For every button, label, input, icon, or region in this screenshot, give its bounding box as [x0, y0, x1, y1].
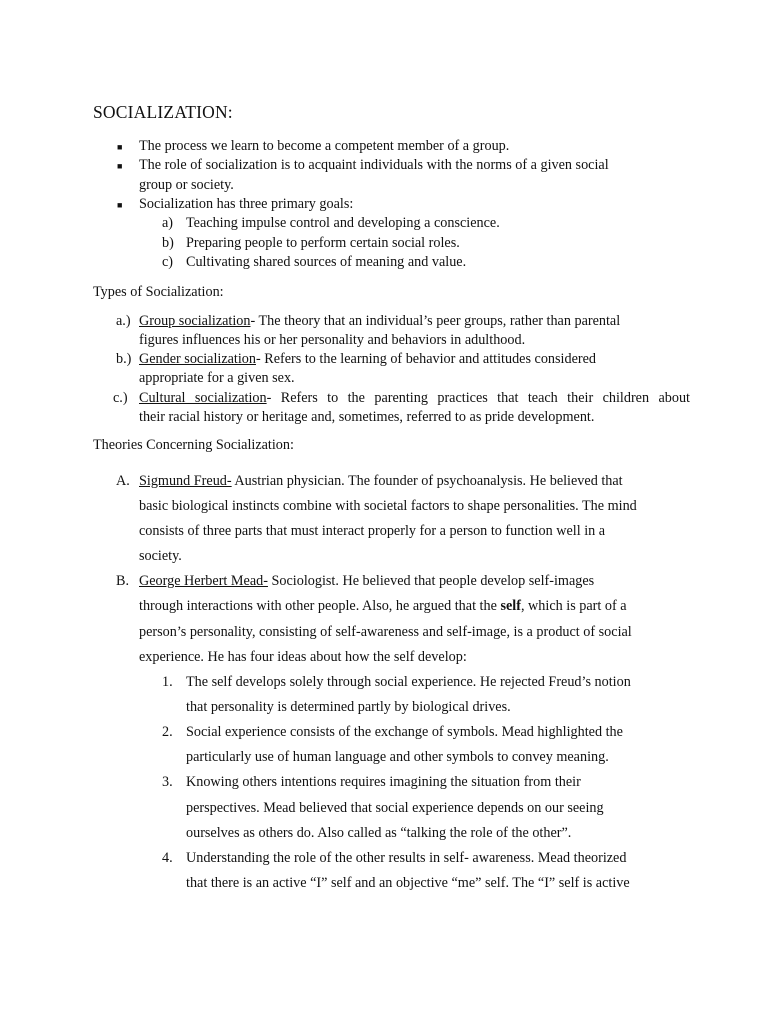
idea-marker: 4.: [162, 850, 173, 866]
type-term: Gender socialization: [139, 351, 256, 367]
idea-text: The self develops solely through social experience. He rejected Freud’s notion: [186, 674, 631, 690]
theory-marker: B.: [116, 573, 130, 589]
goal-item: Preparing people to perform certain social roles.: [186, 235, 460, 251]
theory-text: [139, 597, 627, 616]
theory-marker: A.: [116, 473, 130, 489]
theory-item: [139, 572, 594, 591]
idea-marker: 2.: [162, 724, 173, 740]
type-item-continued: figures influences his or her personality and behaviors in adulthood.: [139, 332, 526, 348]
type-description: - The theory that an individual’s peer groups, rather than parental: [250, 313, 621, 329]
page-title: SOCIALIZATION:: [93, 102, 233, 122]
goal-item: Cultivating shared sources of meaning and value.: [186, 254, 467, 270]
idea-text: that personality is determined partly by biological drives.: [186, 699, 511, 715]
idea-text: ourselves as others do. Also called as “talking the role of the other”.: [186, 825, 572, 841]
idea-text: Knowing others intentions requires imagining the situation from their: [186, 774, 581, 790]
goal-marker: a): [162, 215, 174, 231]
theory-text: basic biological instincts combine with societal factors to shape personalities. The mind: [139, 498, 637, 514]
type-item: [139, 389, 690, 408]
theory-text: person’s personality, consisting of self-awareness and self-image, is a product of social: [139, 624, 632, 640]
bullet-item: Socialization has three primary goals:: [139, 196, 354, 212]
theory-text-part: , which is part of a: [520, 598, 627, 614]
goal-item: Teaching impulse control and developing a conscience.: [186, 215, 500, 231]
idea-text: particularly use of human language and other symbols to convey meaning.: [186, 749, 609, 765]
type-item-continued: their racial history or heritage and, sometimes, referred to as pride development.: [139, 409, 595, 425]
type-item: [139, 312, 620, 331]
bullet-icon: ■: [117, 161, 123, 171]
type-marker: b.): [116, 351, 132, 367]
type-marker: c.): [113, 390, 128, 406]
theory-text: consists of three parts that must interact properly for a person to function well in a: [139, 523, 606, 539]
idea-text: that there is an active “I” self and an objective “me” self. The “I” self is active: [186, 875, 630, 891]
idea-text: Understanding the role of the other results in self- awareness. Mead theorized: [186, 850, 627, 866]
theory-item: [139, 472, 623, 491]
type-marker: a.): [116, 313, 131, 329]
bullet-icon: ■: [117, 200, 123, 210]
goal-marker: c): [162, 254, 174, 270]
type-term: Cultural socialization: [139, 390, 267, 406]
bullet-item: The process we learn to become a competent member of a group.: [139, 138, 510, 154]
theorist-name: George Herbert Mead-: [139, 573, 268, 589]
section-heading-theories: Theories Concerning Socialization:: [93, 437, 294, 453]
idea-text: perspectives. Mead believed that social experience depends on our seeing: [186, 800, 604, 816]
idea-marker: 1.: [162, 674, 173, 690]
type-description: - Refers to the parenting practices that teach their children about: [266, 390, 690, 406]
theory-text: Sociologist. He believed that people develop self-images: [267, 573, 595, 589]
theory-text: experience. He has four ideas about how the self develop:: [139, 649, 467, 665]
theory-text-part: through interactions with other people. Also, he argued that the: [139, 598, 501, 614]
theory-text: Austrian physician. The founder of psychoanalysis. He believed that: [231, 473, 623, 489]
type-item-continued: appropriate for a given sex.: [139, 370, 295, 386]
idea-text: Social experience consists of the exchange of symbols. Mead highlighted the: [186, 724, 623, 740]
self-term: self: [500, 598, 521, 614]
goal-marker: b): [162, 235, 174, 251]
theorist-name: Sigmund Freud-: [139, 473, 232, 489]
theory-text: society.: [139, 548, 182, 564]
type-term: Group socialization: [139, 313, 251, 329]
section-heading-types: Types of Socialization:: [93, 284, 224, 300]
bullet-item-continued: group or society.: [139, 177, 234, 193]
bullet-item: The role of socialization is to acquaint individuals with the norms of a given social: [139, 157, 609, 173]
idea-marker: 3.: [162, 774, 173, 790]
type-description: - Refers to the learning of behavior and attitudes considered: [256, 351, 596, 367]
bullet-icon: ■: [117, 142, 123, 152]
type-item: [139, 350, 596, 369]
